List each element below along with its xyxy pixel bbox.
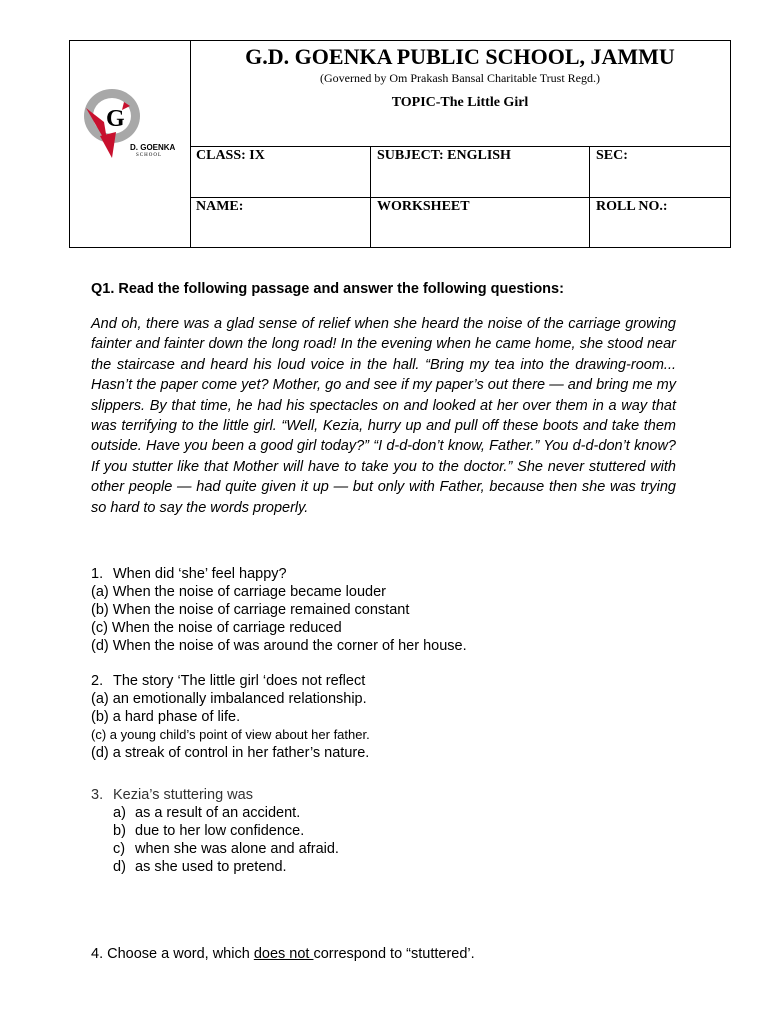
class-cell: CLASS: IX xyxy=(196,148,265,163)
question-text: When did ‘she’ feel happy? xyxy=(113,566,287,582)
logo-emblem-icon xyxy=(78,76,183,176)
option-text: as she used to pretend. xyxy=(135,859,287,875)
question-1 xyxy=(91,565,691,655)
option: (d) a streak of control in her father’s nature. xyxy=(91,745,370,761)
logo-cell xyxy=(70,41,191,247)
option xyxy=(91,822,691,840)
header-row-name xyxy=(190,197,730,248)
option: (c) a young child’s point of view about her father. xyxy=(91,727,370,742)
question-text: The story ‘The little girl ‘does not reflect xyxy=(113,673,366,689)
option-text: as a result of an accident. xyxy=(135,805,301,821)
option-letter: b) xyxy=(113,823,126,839)
option-letter: d) xyxy=(113,859,126,875)
roll-no-cell: ROLL NO.: xyxy=(589,198,730,248)
question-number: 2. xyxy=(91,673,104,689)
school-name: G.D. GOENKA PUBLIC SCHOOL, JAMMU xyxy=(245,44,675,69)
q4-prefix: 4. Choose a word, which xyxy=(91,946,254,962)
question-number: 1. xyxy=(91,566,104,582)
option: (b) When the noise of carriage remained constant xyxy=(91,602,410,618)
q4-underlined: does not xyxy=(253,946,314,962)
subject-cell: SUBJECT: ENGLISH xyxy=(370,147,589,197)
passage: And oh, there was a glad sense of relief when she heard the noise of the carriage growing fainter and fainter down the long road! In the evening when he came home, she stood near the staircase and heard his loud voice in the hall. “Bring my tea into the drawing-room... Hasn’t the paper come yet? Mother, go and see if my paper’s out there — and bring me my slippers. By that time, he had his spectacles on and looked at her over them in a way that was terrifying to the little girl. “Well, Kezia, hurry up and pull off these boots and take them outside. Have you been a good girl today?” “I d-d-don’t know, Father.” You d-d-don’t know? If you stutter like that Mother will have to take you to the doctor.” She never stuttered with other people — had quite given it up — but only with Father, because then she was trying so hard to say the words properly. xyxy=(91,316,676,516)
option-text: when she was alone and afraid. xyxy=(135,841,339,857)
school-logo xyxy=(78,76,183,176)
option-text: due to her low confidence. xyxy=(135,823,305,839)
title-cell xyxy=(190,41,730,146)
option: (c) When the noise of carriage reduced xyxy=(91,620,342,636)
svg-text:G: G xyxy=(106,106,125,132)
option-letter: c) xyxy=(113,841,126,857)
topic: TOPIC-The Little Girl xyxy=(391,95,529,110)
question-text: Kezia’s stuttering was xyxy=(113,787,253,803)
q1-heading: Q1. Read the following passage and answer the following questions: xyxy=(91,281,564,297)
option-letter: a) xyxy=(113,805,126,821)
question-2 xyxy=(91,672,691,762)
option: (a) an emotionally imbalanced relationship. xyxy=(91,691,367,707)
option xyxy=(91,858,691,876)
section-cell: SEC: xyxy=(589,147,730,197)
logo-subtext: SCHOOL xyxy=(136,153,163,158)
option: (b) a hard phase of life. xyxy=(91,709,241,725)
question-4 xyxy=(91,946,475,962)
logo-text: D. GOENKA xyxy=(130,143,176,152)
governed-by: (Governed by Om Prakash Bansal Charitable Trust Regd.) xyxy=(320,71,600,85)
header-row-class xyxy=(190,146,730,197)
q4-suffix: correspond to “stuttered’. xyxy=(313,946,475,962)
worksheet-cell: WORKSHEET xyxy=(370,198,589,248)
option xyxy=(91,804,691,822)
question-number: 3. xyxy=(91,787,104,803)
name-cell: NAME: xyxy=(196,199,244,214)
option xyxy=(91,840,691,858)
option: (a) When the noise of carriage became louder xyxy=(91,584,386,600)
question-3 xyxy=(91,786,691,876)
header-table xyxy=(69,40,731,248)
option: (d) When the noise of was around the corner of her house. xyxy=(91,638,467,654)
